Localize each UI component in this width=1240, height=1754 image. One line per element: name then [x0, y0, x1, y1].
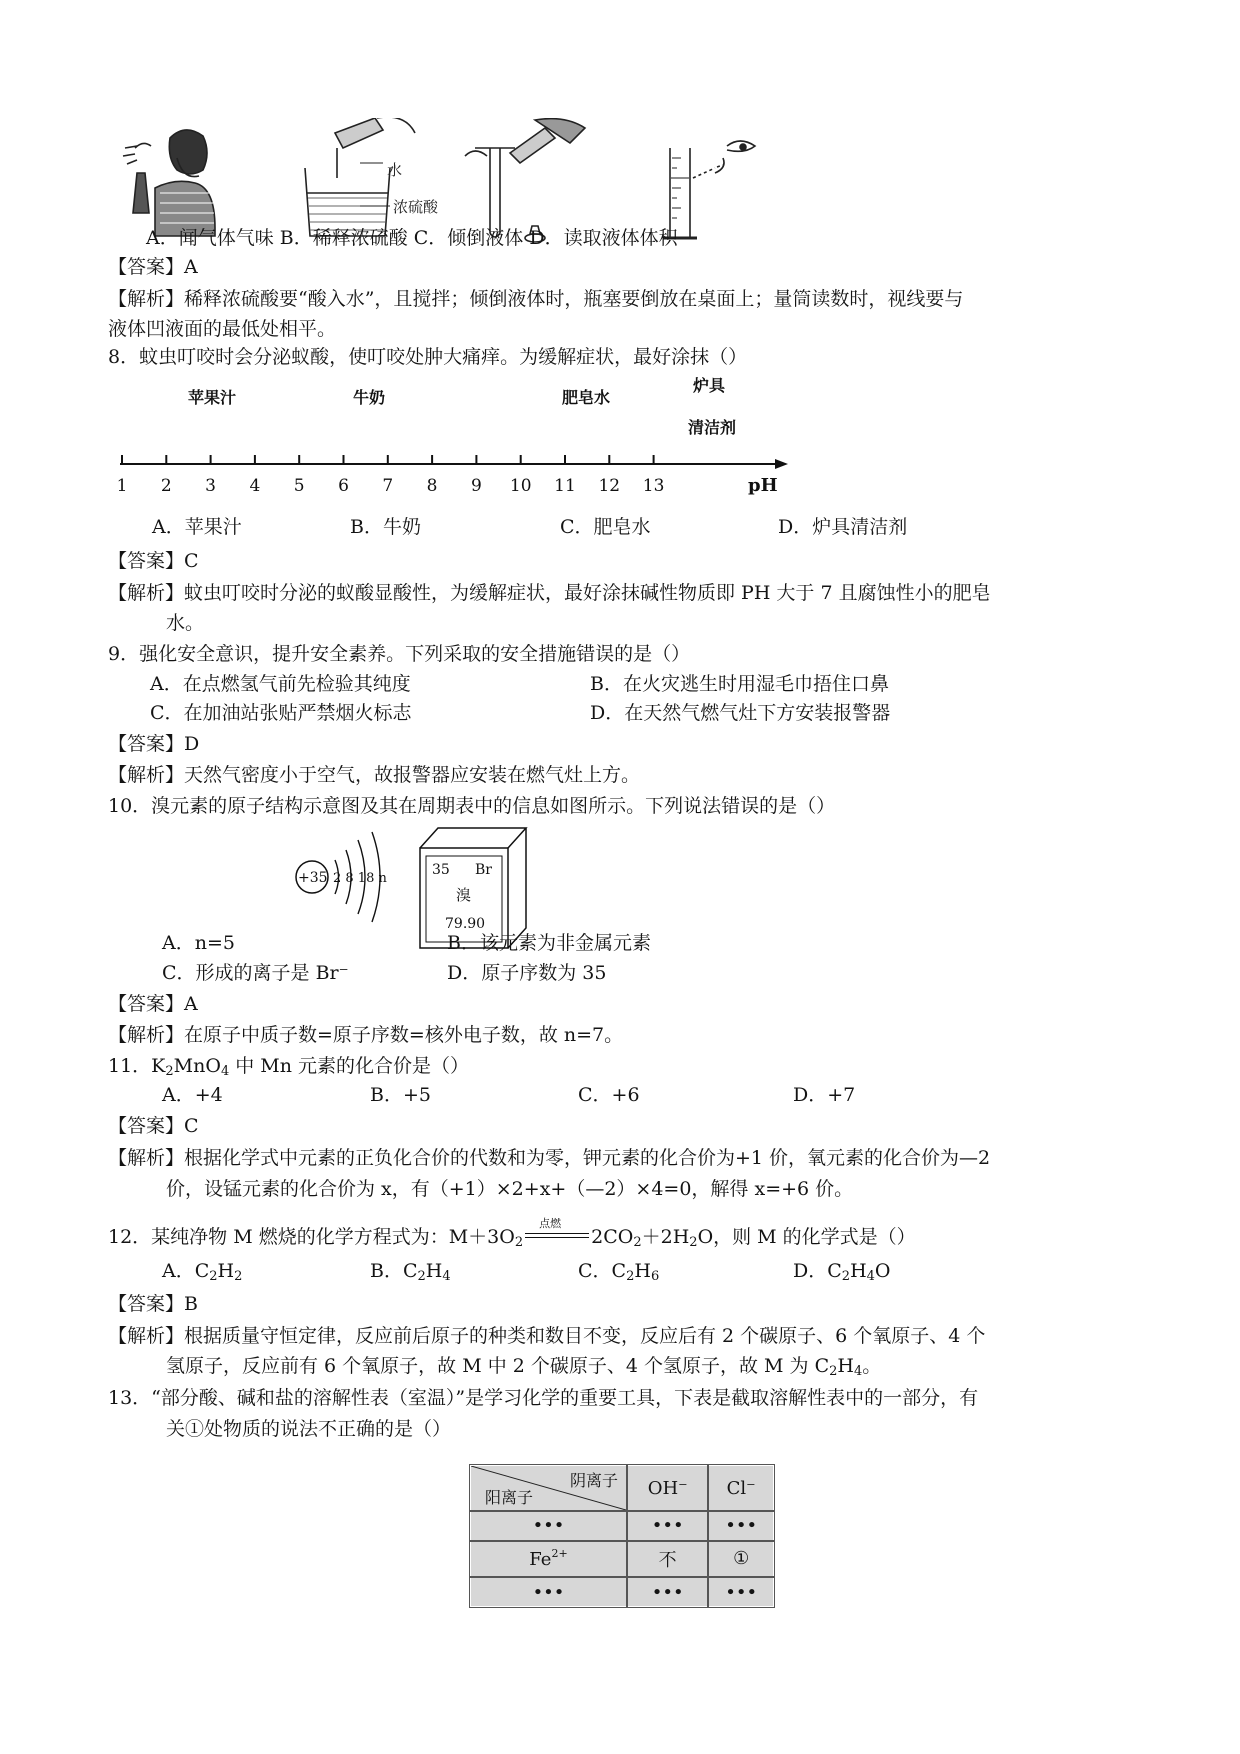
q8-analysis-1: 【解析】蚊虫叮咬时分泌的蚁酸显酸性，为缓解症状，最好涂抹碱性物质即 PH 大于 7 且腐蚀性小的肥皂 — [108, 582, 991, 604]
q11-analysis-2: 价，设锰元素的化合价为 x，有（+1）×2+x+（—2）×4=0，解得 x=+6 价。 — [166, 1178, 854, 1200]
q12-d-s2: 4 — [866, 1269, 875, 1284]
q13-stem-2: 关①处物质的说法不正确的是（） — [166, 1418, 452, 1440]
q12-a-s1: 2 — [209, 1269, 218, 1284]
q12-b-s2: 4 — [442, 1269, 451, 1284]
q11-sub1: 2 — [165, 1064, 174, 1079]
q11-option-c: C．+6 — [578, 1084, 640, 1106]
q10-stem: 10．溴元素的原子结构示意图及其在周期表中的信息如图所示。下列说法错误的是（） — [108, 795, 836, 817]
q9-option-b: B．在火灾逃生时用湿毛巾捂住口鼻 — [590, 673, 889, 695]
q12-an2-post: 。 — [862, 1355, 882, 1377]
q7-answer: 【答案】A — [108, 256, 198, 278]
ph-tick-label: 9 — [470, 476, 482, 495]
row3-c2: ••• — [708, 1577, 774, 1607]
ph-label-apple: 苹果汁 — [188, 388, 237, 407]
q12-a-s2: 2 — [234, 1269, 243, 1284]
ph-tick-label: 8 — [426, 476, 438, 495]
q9-option-c: C．在加油站张贴严禁烟火标志 — [150, 702, 412, 724]
q12-a-m: H — [217, 1260, 235, 1282]
ph-tick-labels — [117, 476, 665, 495]
row2-cation — [470, 1541, 627, 1577]
row1-c1: ••• — [627, 1511, 708, 1541]
q12-c-s1: 2 — [626, 1269, 635, 1284]
q11-option-a: A．+4 — [162, 1084, 223, 1106]
ph-label-milk: 牛奶 — [353, 388, 386, 407]
q10-option-c: C．形成的离子是 Br⁻ — [162, 962, 349, 984]
ph-scale — [110, 375, 790, 495]
label-conc-acid: 浓硫酸 — [393, 198, 439, 216]
ph-unit: pH — [748, 475, 778, 495]
q12-stem — [108, 1217, 916, 1256]
ph-tick-label: 7 — [382, 476, 394, 495]
q11-option-d: D．+7 — [793, 1084, 856, 1106]
q12-reaction-arrow — [525, 1217, 589, 1245]
atom-shells: 2 8 18 n — [333, 871, 387, 886]
anion-header: 阴离子 — [569, 1471, 618, 1490]
read-volume-figure — [663, 141, 755, 238]
q10-analysis: 【解析】在原子中质子数=原子序数=核外电子数，故 n=7。 — [108, 1024, 624, 1046]
ph-ticks — [122, 455, 654, 464]
q12-c-pre: C．C — [578, 1260, 627, 1282]
atom-nucleus: +35 — [298, 870, 328, 886]
ph-tick-label: 2 — [160, 476, 172, 495]
q12-condition: 点燃 — [539, 1217, 562, 1230]
row3-c1: ••• — [627, 1577, 708, 1607]
q7-analysis-2: 液体凹液面的最低处相平。 — [108, 318, 337, 340]
q8-stem: 8．蚊虫叮咬时会分泌蚁酸，使叮咬处肿大痛痒。为缓解症状，最好涂抹（） — [108, 346, 748, 368]
ph-tick-label: 6 — [338, 476, 349, 495]
q12-sub1: 2 — [514, 1235, 524, 1250]
q12-d-s1: 2 — [841, 1269, 851, 1284]
q7-analysis-1: 【解析】稀释浓硫酸要“酸入水”，且搅拌；倾倒液体时，瓶塞要倒放在桌面上；量筒读数时，视线要与 — [108, 288, 964, 310]
q9-option-d: D．在天然气燃气灶下方安装报警器 — [590, 702, 891, 724]
q12-answer: 【答案】B — [108, 1293, 198, 1315]
col-cl: Cl⁻ — [708, 1465, 774, 1511]
q12-an2-s2: 4 — [853, 1364, 863, 1379]
pour-liquid-figure — [465, 119, 585, 242]
atom-structure-diagram — [296, 832, 387, 922]
q12-b-pre: B．C — [370, 1260, 418, 1282]
q11-answer: 【答案】C — [108, 1115, 199, 1137]
row3-cation: ••• — [470, 1577, 627, 1607]
q12-b-m: H — [425, 1260, 443, 1282]
ph-tick-label: 12 — [598, 476, 621, 495]
table-row — [470, 1541, 774, 1577]
q12-a-pre: A．C — [162, 1260, 210, 1282]
q12-d-pre: D．C — [793, 1260, 842, 1282]
cation-header: 阳离子 — [485, 1488, 534, 1507]
q11-sub2: 4 — [220, 1064, 230, 1079]
cell-name: 溴 — [456, 886, 472, 904]
q12-option-c — [578, 1258, 659, 1290]
q9-answer: 【答案】D — [108, 733, 200, 755]
q12-option-b — [370, 1258, 451, 1290]
q12-stem-mid2: ＋2H — [641, 1226, 690, 1248]
q11-stem-mid: MnO — [173, 1055, 221, 1077]
q12-d-post: O — [874, 1260, 891, 1282]
row2-c1: 不 — [627, 1541, 708, 1577]
q8-option-d: D．炉具清洁剂 — [778, 516, 908, 538]
table-row — [470, 1511, 774, 1541]
ph-label-cleaner-1: 炉具 — [693, 376, 726, 395]
q11-stem-post: 中 Mn 元素的化合价是（） — [229, 1055, 470, 1077]
q12-an2-pre: 氢原子，反应前有 6 个氧原子，故 M 中 2 个碳原子、4 个氢原子，故 M 为 C — [166, 1355, 830, 1377]
q12-analysis-1: 【解析】根据质量守恒定律，反应前后原子的种类和数目不变，反应后有 2 个碳原子、6 个氧原子、4 个 — [108, 1325, 986, 1347]
q12-stem-pre: 12．某纯净物 M 燃烧的化学方程式为：M＋3O — [108, 1226, 515, 1248]
q12-stem-post: O，则 M 的化学式是（） — [697, 1226, 916, 1248]
fe-charge: 2+ — [551, 1547, 568, 1561]
ph-tick-label: 13 — [642, 476, 665, 495]
ph-tick-label: 4 — [249, 476, 261, 495]
q8-option-b: B．牛奶 — [350, 516, 421, 538]
q10-option-d: D．原子序数为 35 — [447, 962, 607, 984]
q9-option-a: A．在点燃氢气前先检验其纯度 — [150, 673, 411, 695]
row1-c2: ••• — [708, 1511, 774, 1541]
q10-option-b: B．该元素为非金属元素 — [447, 932, 651, 954]
cell-symbol: Br — [475, 862, 492, 878]
q11-option-b: B．+5 — [370, 1084, 431, 1106]
ph-label-cleaner-2: 清洁剂 — [688, 418, 737, 437]
cell-number: 35 — [432, 862, 450, 878]
col-oh: OH⁻ — [627, 1465, 708, 1511]
q12-stem-mid: 2CO — [591, 1226, 634, 1248]
q12-sub3: 2 — [689, 1235, 698, 1250]
q11-stem — [108, 1053, 469, 1085]
ph-label-soap: 肥皂水 — [562, 388, 611, 407]
ph-tick-label: 11 — [554, 476, 576, 495]
ph-tick-label: 10 — [509, 476, 532, 495]
q12-option-d — [793, 1258, 891, 1290]
table-row — [470, 1577, 774, 1607]
q10-option-a: A．n=5 — [162, 932, 235, 954]
q12-an2-m: H — [837, 1355, 854, 1377]
q12-b-s1: 2 — [417, 1269, 426, 1284]
q11-stem-pre: 11．K — [108, 1055, 166, 1077]
q12-d-m: H — [850, 1260, 867, 1282]
q7-options: A．闻气体气味 B．稀释浓硫酸 C．倾倒液体 D．读取液体体积 — [146, 227, 678, 249]
cell-mass: 79.90 — [445, 916, 486, 932]
q8-option-c: C．肥皂水 — [560, 516, 651, 538]
label-water: 水 — [387, 161, 403, 179]
q9-analysis: 【解析】天然气密度小于空气，故报警器应安装在燃气灶上方。 — [108, 764, 641, 786]
q8-analysis-2: 水。 — [166, 612, 205, 634]
ph-tick-label: 5 — [293, 476, 305, 495]
ph-tick-label: 1 — [116, 476, 128, 495]
row1-cation: ••• — [470, 1511, 627, 1541]
ph-tick-label: 3 — [205, 476, 217, 495]
q12-option-a — [162, 1258, 242, 1290]
diagonal-header-cell — [470, 1465, 627, 1511]
q10-answer: 【答案】A — [108, 993, 198, 1015]
q12-c-s2: 6 — [650, 1269, 660, 1284]
ph-axis-arrow — [775, 459, 788, 469]
q13-stem-1: 13．“部分酸、碱和盐的溶解性表（室温）”是学习化学的重要工具，下表是截取溶解性表中的一部分，有 — [108, 1387, 979, 1409]
q12-c-m: H — [634, 1260, 651, 1282]
q8-answer: 【答案】C — [108, 550, 199, 572]
q8-option-a: A．苹果汁 — [152, 516, 242, 538]
q11-analysis-1: 【解析】根据化学式中元素的正负化合价的代数和为零，钾元素的化合价为+1 价，氧元素的化合价为—2 — [108, 1147, 991, 1169]
q12-an2-s1: 2 — [829, 1364, 838, 1379]
smell-gas-figure — [123, 130, 215, 236]
q9-stem: 9．强化安全意识，提升安全素养。下列采取的安全措施错误的是（） — [108, 643, 691, 665]
fe-symbol: Fe — [529, 1549, 552, 1571]
row2-c2: ① — [708, 1541, 774, 1577]
q12-analysis-2 — [166, 1353, 881, 1385]
solubility-table — [469, 1464, 775, 1608]
q12-sub2: 2 — [633, 1235, 642, 1250]
solubility-header-row — [470, 1465, 774, 1511]
